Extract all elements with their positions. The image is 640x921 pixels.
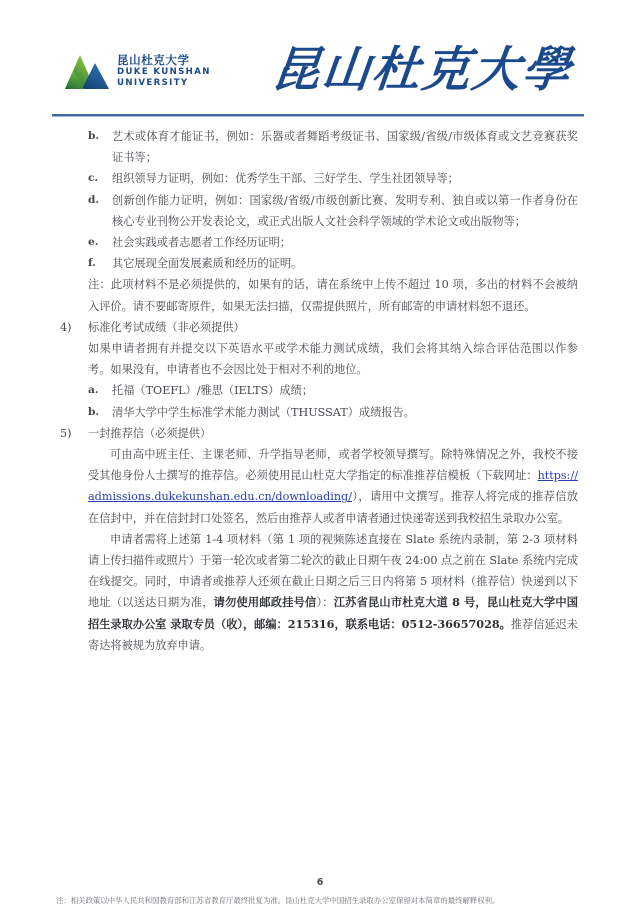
- list-item-4b: [0, 402, 640, 423]
- university-logo: [64, 52, 211, 90]
- list-item-b-text: 艺术或体育才能证书，例如：乐器或者舞蹈考级证书、国家级/省级/市级体育或文艺竞赛获奖证书等；: [112, 130, 578, 165]
- list-item-f: [0, 253, 640, 274]
- item-5-body: [0, 444, 640, 529]
- list-item-d: [0, 190, 640, 232]
- list-marker-5: 5): [60, 426, 72, 440]
- mailing-address: 江苏省昆山市杜克大道 8 号，昆山杜克大学中国招生录取办公室 录取专员（收），邮编：215316，联系电话：0512-36657028。: [88, 595, 578, 631]
- list-item-e: [0, 232, 640, 253]
- list-item-5: [0, 423, 640, 444]
- page-header: [0, 0, 640, 120]
- footer-note: 注：相关政策以中华人民共和国教育部和江苏省教育厅最终批复为准。昆山杜克大学中国招生录取办公室保留对本简章的最终解释权利。: [56, 895, 500, 905]
- list-marker-f: f.: [88, 257, 96, 270]
- list-marker-4b: b.: [88, 405, 100, 418]
- document-body: [0, 126, 640, 656]
- logo-chinese-name: 昆山杜克大学: [117, 52, 190, 67]
- item-4-body: 如果申请者拥有并提交以下英语水平或学术能力测试成绩，我们会将其纳入综合评估范围以作参考。如果没有，申请者也不会因比处于相对不利的地位。: [88, 342, 578, 377]
- materials-note: 注：此项材料不是必须提供的，如果有的话，请在系统中上传不超过 10 项，多出的材料不会被纳入评价。请不要邮寄原件，如果无法扫描，仅需提供照片，所有邮寄的申请材料恕不退还。: [88, 278, 578, 313]
- list-item-c-text: 组织领导力证明，例如：优秀学生干部、三好学生、学生社团领导等；: [112, 172, 459, 186]
- list-item-b: [0, 126, 640, 168]
- list-item-5-title: 一封推荐信（必须提供）: [88, 426, 212, 440]
- logo-english-line1: DUKE KUNSHAN: [117, 67, 211, 78]
- recommendation-template-link[interactable]: https://admissions.dukekunshan.edu.cn/downloading/: [88, 469, 578, 504]
- list-marker-c: c.: [88, 172, 99, 185]
- item-5-body-post: ），请用中文撰写。推荐人将完成的推荐信放在信封中，并在信封封口处签名，然后由推荐人或者申请者通过快递寄送到我校招生录取办公室。: [88, 490, 578, 525]
- list-item-4: [0, 317, 640, 338]
- header-divider-thin: [52, 116, 584, 117]
- page-number: 6: [316, 876, 324, 888]
- page-footer: [0, 877, 640, 907]
- list-marker-4a: a.: [88, 384, 99, 397]
- no-registered-mail-warning: 请勿使用邮政挂号信: [213, 595, 317, 610]
- list-item-4-title: 标准化考试成绩（非必须提供）: [88, 320, 245, 334]
- submission-part3: 推荐信延迟未寄达将被规为放弃申请。: [88, 617, 578, 652]
- list-marker-d: d.: [88, 193, 100, 206]
- submission-part2: ）：: [316, 596, 334, 610]
- list-item-4b-text: 清华大学中学生标准学术能力测试（THUSSAT）成绩报告。: [112, 405, 415, 419]
- list-item-e-text: 社会实践或者志愿者工作经历证明；: [112, 236, 292, 250]
- list-item-4a: [0, 380, 640, 401]
- logo-wordmark: [117, 52, 211, 88]
- list-marker-e: e.: [88, 236, 99, 249]
- list-item-4a-text: 托福（TOEFL）/雅思（IELTS）成绩；: [112, 384, 314, 398]
- list-item-f-text: 其它展现全面发展素质和经历的证明。: [112, 257, 303, 271]
- list-item-d-text: 创新创作能力证明，例如：国家级/省级/市级创新比赛、发明专利、独自或以第一作者身份在核心专业刊物公开发表论文，或正式出版人文社会科学领域的学术论文或出版物等；: [112, 193, 578, 228]
- calligraphy-title: 昆山杜克大學: [269, 42, 576, 98]
- logo-english-line2: UNIVERSITY: [117, 77, 189, 88]
- list-marker-b: b.: [88, 130, 100, 142]
- list-item-c: [0, 168, 640, 189]
- submission-part1: 申请者需将上述第 1-4 项材料（第 1 项的视频陈述直接在 Slate 系统内录制，第 2-3 项材料请上传扫描件或照片）于第一轮次或者第二轮次的截止日期午夜 24:00 点之前在 Slate 系统内完成在线提交。同时，申请者或推荐人还须在截止日期之后三日内将第 5 项材料（推荐信）快递到以下地址（以送达日期为准，: [88, 532, 578, 610]
- item-5-body-pre: 可由高中班主任、主课老师、升学指导老师，或者学校领导撰写。除特殊情况之外，我校不接受其他身份人士撰写的推荐信。必须使用昆山杜克大学指定的标准推荐信模板（下载网址：: [88, 448, 578, 483]
- list-marker-4: 4): [60, 320, 72, 334]
- submission-paragraph: [0, 529, 640, 656]
- duke-kunshan-mountain-logo-icon: [64, 52, 110, 90]
